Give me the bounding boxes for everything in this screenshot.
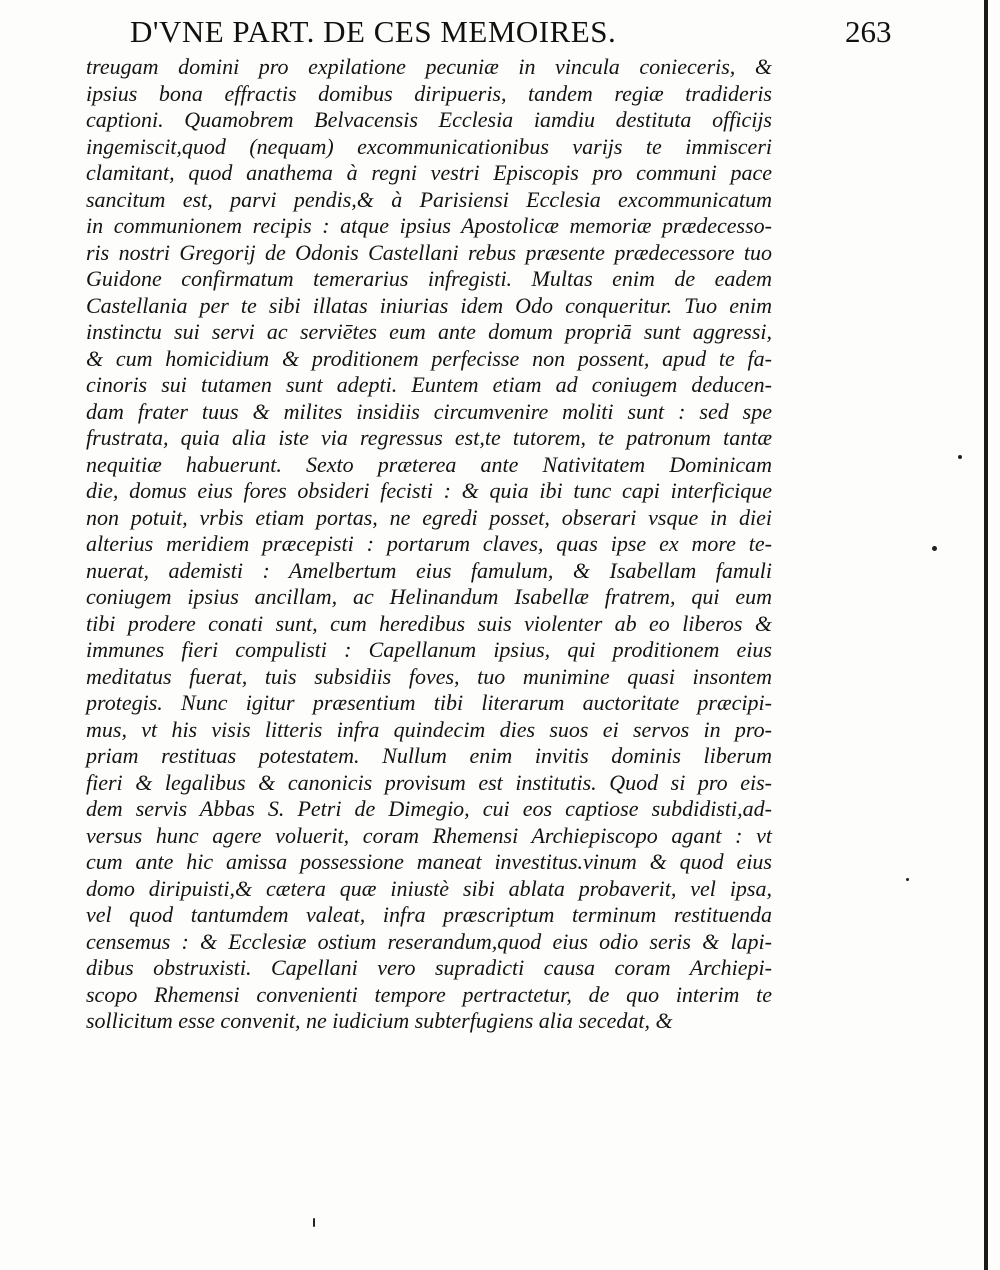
body-text (86, 54, 772, 1035)
text-line: cum ante hic amissa possessione maneat investitus.vinum & quod eius (86, 849, 772, 874)
text-line: die, domus eius fores obsideri fecisti : & quia ibi tunc capi interficique (86, 478, 772, 503)
text-line: clamitant, quod anathema à regni vestri Episcopis pro communi pace (86, 160, 772, 185)
text-line: versus hunc agere voluerit, coram Rhemensi Archiepiscopo agant : vt (86, 822, 772, 848)
text-line: dem servis Abbas S. Petri de Dimegio, cui eos captiose subdidisti,ad- (86, 796, 772, 821)
ink-speck (932, 546, 937, 551)
text-line: Castellania per te sibi illatas iniurias idem Odo conqueritur. Tuo enim (86, 292, 772, 318)
text-line: nuerat, ademisti : Amelbertum eius famulum, & Isabellam famuli (86, 557, 772, 583)
text-line: tibi prodere conati sunt, cum heredibus suis violenter ab eo liberos & (86, 610, 772, 636)
text-line: treugam domini pro expilatione pecuniæ in vincula conieceris, & (86, 54, 772, 79)
text-line: domo diripuisti,& cætera quæ iniustè sibi ablata probaverit, vel ipsa, (86, 875, 772, 901)
text-line: ipsius bona effractis domibus diripueris, tandem regiæ tradideris (86, 80, 772, 106)
text-line: censemus : & Ecclesiæ ostium reserandum,quod eius odio seris & lapi- (86, 928, 772, 954)
text-line: sollicitum esse convenit, ne iudicium subterfugiens alia secedat, & (86, 1008, 673, 1033)
text-line: priam restituas potestatem. Nullum enim invitis dominis liberum (86, 743, 772, 768)
running-title: D'VNE PART. DE CES MEMOIRES. (130, 14, 617, 49)
ink-speck (313, 1218, 315, 1227)
text-line: ris nostri Gregorij de Odonis Castellani rebus præsente prædecessore tuo (86, 239, 772, 265)
text-line: dam frater tuus & milites insidiis circumvenire moliti sunt : sed spe (86, 398, 772, 424)
text-line: in communionem recipis : atque ipsius Apostolicæ memoriæ prædecesso- (86, 213, 772, 238)
text-line: meditatus fuerat, tuis subsidiis foves, tuo munimine quasi insontem (86, 663, 772, 689)
page-number: 263 (845, 14, 892, 49)
text-line: sancitum est, parvi pendis,& à Parisiensi Ecclesia excommunicatum (86, 186, 772, 212)
text-line: mus, vt his visis litteris infra quindecim dies suos ei servos in pro- (86, 716, 772, 742)
text-line: alterius meridiem præcepisti : portarum claves, quas ipse ex more te- (86, 531, 772, 556)
text-line: vel quod tantumdem valeat, infra præscriptum terminum restituenda (86, 902, 772, 927)
text-line: captioni. Quamobrem Belvacensis Ecclesia iamdiu destituta officijs (86, 107, 772, 132)
text-line: Guidone confirmatum temerarius infregisti. Multas enim de eadem (86, 266, 772, 291)
ink-speck (906, 878, 909, 881)
ink-speck (958, 455, 962, 459)
page-edge-shadow (984, 0, 988, 1270)
text-line: cinoris sui tutamen sunt adepti. Euntem etiam ad coniugem deducen- (86, 372, 772, 397)
text-line: & cum homicidium & proditionem perfecisse non possent, apud te fa- (86, 345, 772, 371)
text-line: frustrata, quia alia iste via regressus est,te tutorem, te patronum tantæ (86, 425, 772, 450)
running-head (130, 14, 892, 54)
text-line: protegis. Nunc igitur præsentium tibi literarum auctoritate præcipi- (86, 690, 772, 715)
text-line: nequitiæ habuerunt. Sexto præterea ante Nativitatem Dominicam (86, 451, 772, 477)
text-line: coniugem ipsius ancillam, ac Helinandum Isabellæ fratrem, qui eum (86, 584, 772, 609)
text-line: dibus obstruxisti. Capellani vero supradicti causa coram Archiepi- (86, 955, 772, 980)
text-line: scopo Rhemensi convenienti tempore pertractetur, de quo interim te (86, 981, 772, 1007)
text-line: instinctu sui servi ac serviētes eum ante domum propriā sunt aggressi, (86, 319, 772, 344)
text-line: fieri & legalibus & canonicis provisum est institutis. Quod si pro eis- (86, 769, 772, 795)
text-line: immunes fieri compulisti : Capellanum ipsius, qui proditionem eius (86, 637, 772, 662)
text-line: ingemiscit,quod (nequam) excommunicationibus varijs te immisceri (86, 133, 772, 159)
text-line: non potuit, vrbis etiam portas, ne egredi posset, obserari vsque in diei (86, 504, 772, 530)
